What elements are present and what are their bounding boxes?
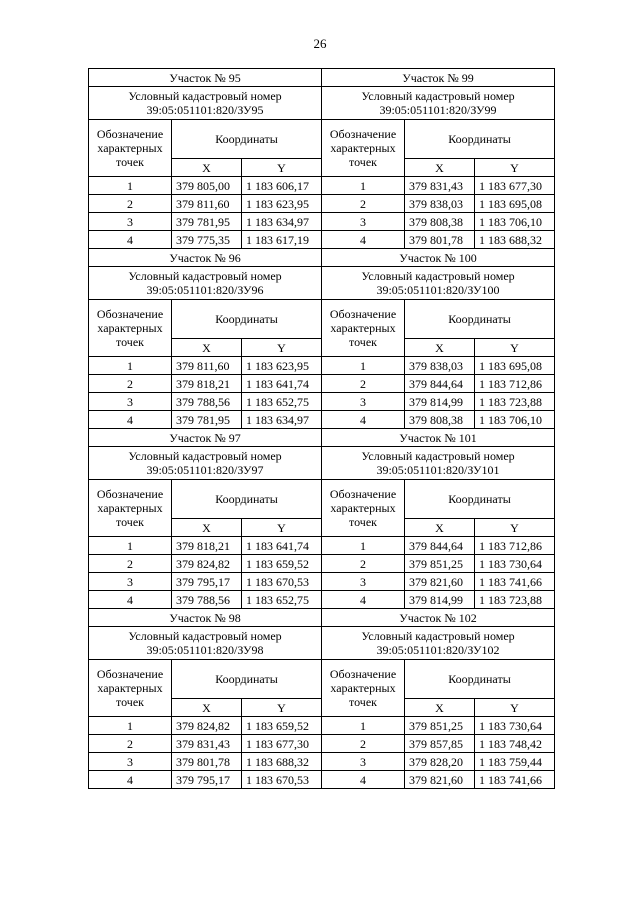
x-value: 379 838,03 [405,195,475,213]
table-row [89,231,555,249]
x-header: X [172,159,242,177]
y-value: 1 183 670,53 [242,771,322,789]
cadastral-row [89,87,555,120]
x-value: 379 844,64 [405,537,475,555]
parcel-title: Участок № 99 [322,69,555,87]
x-value: 379 814,99 [405,393,475,411]
coords-header: Координаты [172,120,322,159]
y-value: 1 183 723,88 [475,591,555,609]
point-number: 2 [89,195,172,213]
point-number: 2 [89,375,172,393]
y-header: Y [475,699,555,717]
x-value: 379 857,85 [405,735,475,753]
y-header: Y [475,519,555,537]
y-value: 1 183 652,75 [242,591,322,609]
x-value: 379 844,64 [405,375,475,393]
y-value: 1 183 659,52 [242,555,322,573]
table-row [89,393,555,411]
parcel-title-row [89,249,555,267]
y-value: 1 183 723,88 [475,393,555,411]
coords-header: Координаты [172,300,322,339]
coords-header-row [89,660,555,699]
y-header: Y [242,699,322,717]
y-value: 1 183 623,95 [242,357,322,375]
coords-header: Координаты [405,300,555,339]
x-header: X [405,699,475,717]
table-row [89,753,555,771]
x-value: 379 851,25 [405,717,475,735]
y-value: 1 183 652,75 [242,393,322,411]
point-header: Обозначение характерных точек [89,120,172,177]
y-header: Y [242,339,322,357]
point-number: 3 [89,753,172,771]
x-value: 379 805,00 [172,177,242,195]
y-value: 1 183 688,32 [475,231,555,249]
y-value: 1 183 706,10 [475,213,555,231]
point-number: 4 [322,411,405,429]
cadastral-number: 39:05:051101:820/ЗУ101 [376,463,500,477]
cadastral-number: 39:05:051101:820/ЗУ97 [146,463,264,477]
y-header: Y [475,159,555,177]
table-row [89,195,555,213]
coords-header: Координаты [405,120,555,159]
table-row [89,375,555,393]
point-number: 1 [322,717,405,735]
x-value: 379 831,43 [405,177,475,195]
x-value: 379 795,17 [172,573,242,591]
y-value: 1 183 606,17 [242,177,322,195]
point-number: 1 [89,717,172,735]
point-number: 3 [89,573,172,591]
y-header: Y [242,519,322,537]
parcel-title: Участок № 97 [89,429,322,447]
point-number: 3 [89,213,172,231]
parcel-title: Участок № 102 [322,609,555,627]
table-row [89,411,555,429]
table-row [89,555,555,573]
point-number: 1 [322,537,405,555]
table-row [89,357,555,375]
point-header: Обозначение характерных точек [322,120,405,177]
y-value: 1 183 688,32 [242,753,322,771]
cadastral-cell [322,87,555,120]
cadastral-caption: Условный кадастровый номер [361,449,515,463]
x-value: 379 814,99 [405,591,475,609]
parcel-title: Участок № 98 [89,609,322,627]
y-value: 1 183 641,74 [242,537,322,555]
x-value: 379 824,82 [172,555,242,573]
page-number: 26 [313,36,327,51]
x-value: 379 821,60 [405,573,475,591]
x-value: 379 808,38 [405,213,475,231]
x-value: 379 781,95 [172,411,242,429]
cadastral-cell [89,627,322,660]
parcel-title-row [89,429,555,447]
y-value: 1 183 706,10 [475,411,555,429]
table-row [89,735,555,753]
point-number: 3 [322,573,405,591]
y-header: Y [475,339,555,357]
x-header: X [172,339,242,357]
point-number: 2 [322,735,405,753]
point-number: 2 [89,735,172,753]
y-value: 1 183 741,66 [475,771,555,789]
coords-header: Координаты [172,660,322,699]
x-value: 379 824,82 [172,717,242,735]
x-value: 379 811,60 [172,357,242,375]
point-number: 1 [89,177,172,195]
y-value: 1 183 677,30 [475,177,555,195]
x-value: 379 788,56 [172,591,242,609]
parcel-title: Участок № 100 [322,249,555,267]
y-value: 1 183 677,30 [242,735,322,753]
y-value: 1 183 712,86 [475,537,555,555]
point-number: 1 [322,177,405,195]
x-value: 379 838,03 [405,357,475,375]
y-value: 1 183 641,74 [242,375,322,393]
x-header: X [405,519,475,537]
parcel-title: Участок № 95 [89,69,322,87]
cadastral-cell [322,627,555,660]
y-value: 1 183 712,86 [475,375,555,393]
point-number: 2 [89,555,172,573]
y-header: Y [242,159,322,177]
coords-header: Координаты [405,480,555,519]
y-value: 1 183 623,95 [242,195,322,213]
cadastral-caption: Условный кадастровый номер [361,89,515,103]
y-value: 1 183 659,52 [242,717,322,735]
point-number: 4 [89,771,172,789]
cadastral-cell [89,267,322,300]
y-value: 1 183 617,19 [242,231,322,249]
x-value: 379 788,56 [172,393,242,411]
coords-header-row [89,300,555,339]
x-value: 379 795,17 [172,771,242,789]
point-number: 2 [322,195,405,213]
point-header: Обозначение характерных точек [89,660,172,717]
cadastral-row [89,627,555,660]
point-header: Обозначение характерных точек [89,480,172,537]
y-value: 1 183 670,53 [242,573,322,591]
x-header: X [405,339,475,357]
parcels-coordinates-table [88,68,555,789]
x-value: 379 811,60 [172,195,242,213]
table-row [89,591,555,609]
table-row [89,537,555,555]
cadastral-caption: Условный кадастровый номер [361,269,515,283]
x-value: 379 775,35 [172,231,242,249]
point-header: Обозначение характерных точек [322,300,405,357]
cadastral-caption: Условный кадастровый номер [128,269,282,283]
x-value: 379 808,38 [405,411,475,429]
x-value: 379 851,25 [405,555,475,573]
point-number: 4 [89,231,172,249]
point-header: Обозначение характерных точек [322,480,405,537]
point-header: Обозначение характерных точек [322,660,405,717]
table-row [89,717,555,735]
y-value: 1 183 730,64 [475,717,555,735]
x-value: 379 781,95 [172,213,242,231]
y-value: 1 183 759,44 [475,753,555,771]
table-row [89,177,555,195]
y-value: 1 183 634,97 [242,411,322,429]
parcel-title: Участок № 101 [322,429,555,447]
table-row [89,573,555,591]
y-value: 1 183 730,64 [475,555,555,573]
cadastral-number: 39:05:051101:820/ЗУ98 [146,643,264,657]
point-number: 3 [322,753,405,771]
cadastral-caption: Условный кадастровый номер [128,629,282,643]
table-row [89,771,555,789]
cadastral-caption: Условный кадастровый номер [128,89,282,103]
coords-header: Координаты [172,480,322,519]
point-number: 3 [322,213,405,231]
cadastral-caption: Условный кадастровый номер [128,449,282,463]
x-value: 379 818,21 [172,375,242,393]
point-number: 2 [322,375,405,393]
cadastral-row [89,267,555,300]
x-value: 379 821,60 [405,771,475,789]
point-number: 4 [89,591,172,609]
cadastral-cell [89,447,322,480]
y-value: 1 183 695,08 [475,195,555,213]
point-number: 4 [322,591,405,609]
cadastral-number: 39:05:051101:820/ЗУ95 [146,103,264,117]
point-number: 4 [89,411,172,429]
cadastral-number: 39:05:051101:820/ЗУ100 [376,283,500,297]
point-number: 4 [322,231,405,249]
coords-header: Координаты [405,660,555,699]
table-row [89,213,555,231]
point-number: 1 [89,357,172,375]
x-value: 379 828,20 [405,753,475,771]
parcel-title: Участок № 96 [89,249,322,267]
point-header: Обозначение характерных точек [89,300,172,357]
y-value: 1 183 634,97 [242,213,322,231]
point-number: 3 [89,393,172,411]
y-value: 1 183 741,66 [475,573,555,591]
point-number: 3 [322,393,405,411]
cadastral-number: 39:05:051101:820/ЗУ99 [379,103,497,117]
cadastral-caption: Условный кадастровый номер [361,629,515,643]
point-number: 2 [322,555,405,573]
cadastral-number: 39:05:051101:820/ЗУ96 [146,283,264,297]
cadastral-row [89,447,555,480]
y-value: 1 183 695,08 [475,357,555,375]
y-value: 1 183 748,42 [475,735,555,753]
cadastral-number: 39:05:051101:820/ЗУ102 [376,643,500,657]
cadastral-cell [89,87,322,120]
point-number: 1 [89,537,172,555]
x-value: 379 801,78 [405,231,475,249]
x-header: X [172,699,242,717]
parcel-title-row [89,69,555,87]
x-value: 379 818,21 [172,537,242,555]
x-value: 379 831,43 [172,735,242,753]
point-number: 1 [322,357,405,375]
point-number: 4 [322,771,405,789]
coords-header-row [89,480,555,519]
x-value: 379 801,78 [172,753,242,771]
x-header: X [172,519,242,537]
parcel-title-row [89,609,555,627]
cadastral-cell [322,447,555,480]
coords-header-row [89,120,555,159]
cadastral-cell [322,267,555,300]
x-header: X [405,159,475,177]
